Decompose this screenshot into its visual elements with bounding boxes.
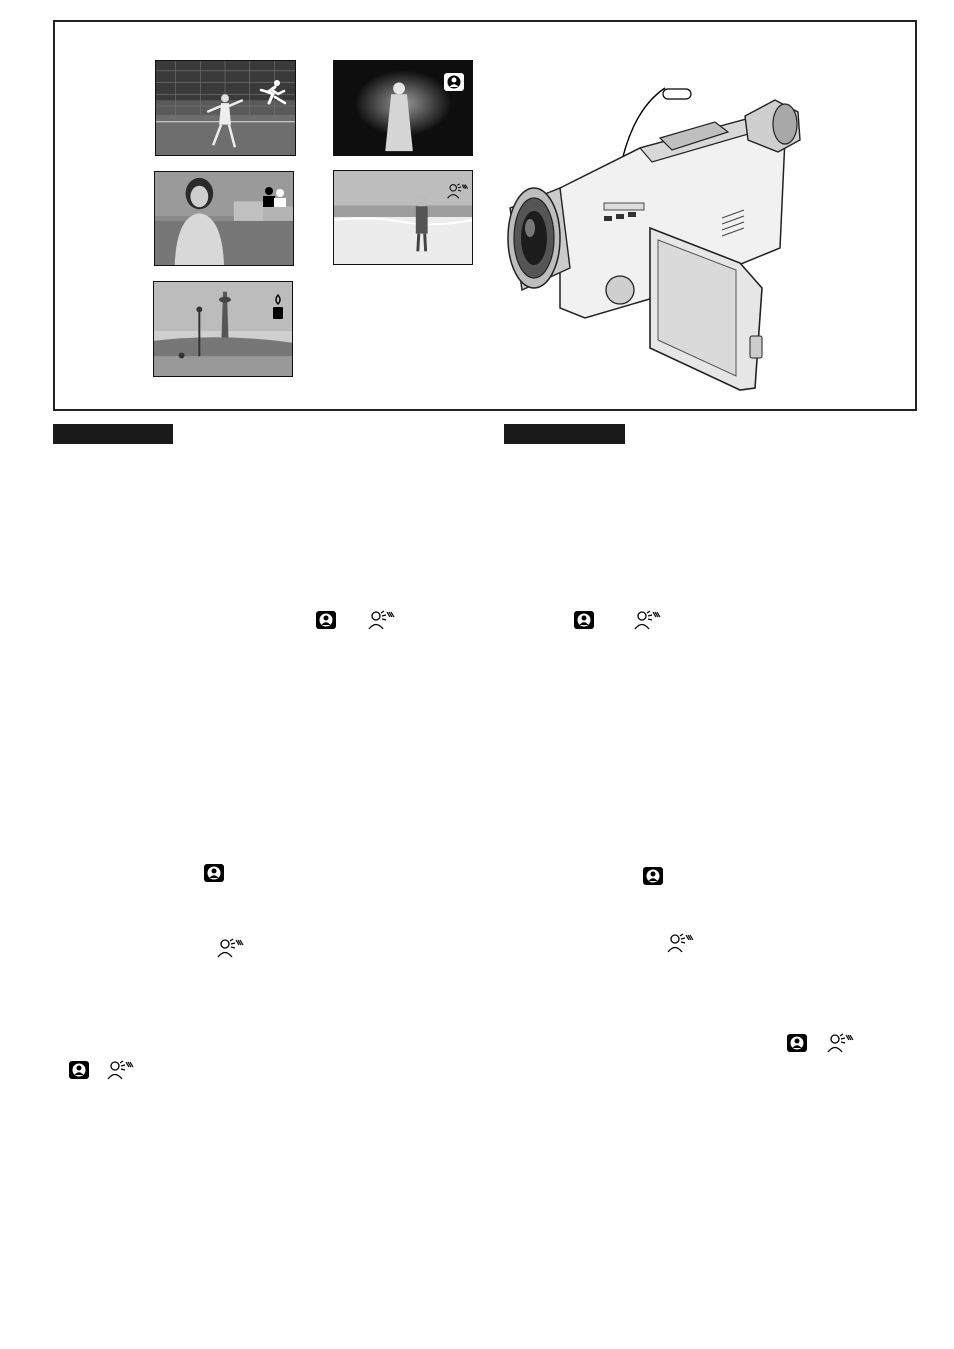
spotlight-scene-photo bbox=[333, 60, 473, 156]
spotlight-mode-icon bbox=[315, 610, 337, 630]
portrait-mode-icon bbox=[262, 186, 288, 208]
spotlight-mode-icon bbox=[573, 610, 595, 630]
portrait-scene-photo bbox=[154, 171, 294, 266]
spotlight-mode-icon bbox=[443, 72, 465, 92]
low-light-scene-photo bbox=[153, 281, 293, 377]
spotlight-mode-icon bbox=[68, 1060, 90, 1080]
surf-snow-mode-icon bbox=[446, 183, 470, 199]
low-light-mode-icon bbox=[269, 294, 287, 320]
program-ae-button-icon bbox=[662, 88, 692, 100]
surf-snow-mode-icon bbox=[216, 938, 246, 958]
surf-snow-mode-icon bbox=[367, 610, 397, 630]
surf-snow-mode-icon bbox=[826, 1033, 856, 1053]
section-header-bar-left bbox=[53, 424, 173, 444]
camcorder-illustration bbox=[500, 78, 810, 398]
surf-snow-mode-icon bbox=[666, 933, 696, 953]
sports-mode-icon bbox=[257, 79, 287, 105]
sports-scene-photo bbox=[155, 60, 296, 156]
section-header-bar-right bbox=[504, 424, 625, 444]
spotlight-mode-icon bbox=[203, 863, 225, 883]
spotlight-mode-icon bbox=[786, 1033, 808, 1053]
beach-scene-photo bbox=[333, 170, 473, 265]
surf-snow-mode-icon bbox=[633, 610, 663, 630]
surf-snow-mode-icon bbox=[106, 1060, 136, 1080]
spotlight-mode-icon bbox=[642, 866, 664, 886]
